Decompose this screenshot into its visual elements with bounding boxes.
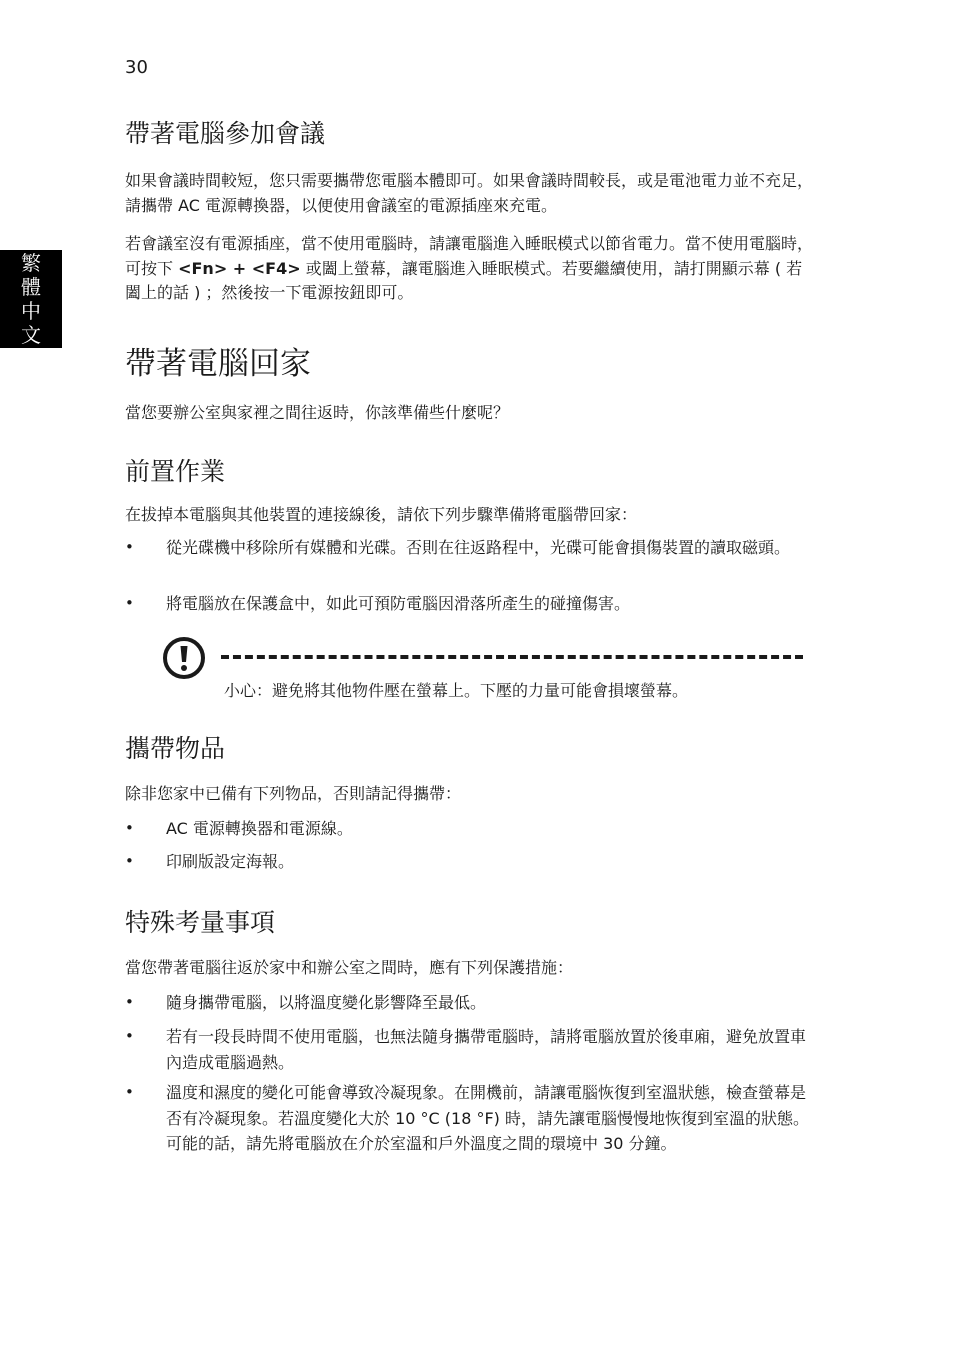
- heading-take-home: 帶著電腦回家: [125, 346, 311, 382]
- language-label: 繁體中文: [21, 251, 41, 347]
- bullet-icon: •: [125, 852, 134, 870]
- heading-meeting: 帶著電腦參加會議: [125, 119, 326, 148]
- page-number: 30: [125, 57, 148, 78]
- bullet-icon: •: [125, 819, 134, 837]
- heading-preparation: 前置作業: [125, 457, 226, 486]
- heading-items-to-bring: 攜帶物品: [125, 734, 226, 763]
- bullet-icon: •: [125, 1083, 134, 1101]
- take-home-intro: 當您要辦公室與家裡之間往返時，你該準備些什麼呢？: [125, 403, 510, 422]
- keyboard-shortcut: <Fn> + <F4>: [178, 258, 301, 278]
- preparation-intro: 在拔掉本電腦與其他裝置的連接線後，請依下列步驟準備將電腦帶回家：: [125, 505, 638, 524]
- bullet-icon: •: [125, 993, 134, 1011]
- bullet-icon: •: [125, 594, 134, 612]
- caution-icon: [162, 636, 206, 680]
- caution-note: 小心：避免將其他物件壓在螢幕上。下壓的力量可能會損壞螢幕。: [224, 681, 689, 700]
- meeting-paragraph-1: 如果會議時間較短，您只需要攜帶您電腦本體即可。如果會議時間較長，或是電池電力並不充足，請攜帶 AC 電源轉換器，以便使用會議室的電源插座來充電。: [125, 171, 814, 215]
- caution-divider: [221, 655, 803, 659]
- items-intro: 除非您家中已備有下列物品，否則請記得攜帶：: [125, 784, 462, 803]
- meeting-paragraph-2: 若會議室沒有電源插座，當不使用電腦時，請讓電腦進入睡眠模式以節省電力。當不使用電腦時，可按下 <Fn> + <F4> 或闔上螢幕，讓電腦進入睡眠模式。若要繼續使用，請打開顯示幕 ( 若闔上的話 ) ；然後按一下電源按鈕即可。: [125, 234, 814, 302]
- considerations-intro: 當您帶著電腦往返於家中和辦公室之間時，應有下列保護措施：: [125, 958, 574, 977]
- bullet-icon: •: [125, 538, 134, 556]
- caution-label: 小心：: [224, 681, 273, 700]
- bullet-icon: •: [125, 1027, 134, 1045]
- language-side-tab: [0, 250, 62, 348]
- heading-special-considerations: 特殊考量事項: [125, 908, 276, 937]
